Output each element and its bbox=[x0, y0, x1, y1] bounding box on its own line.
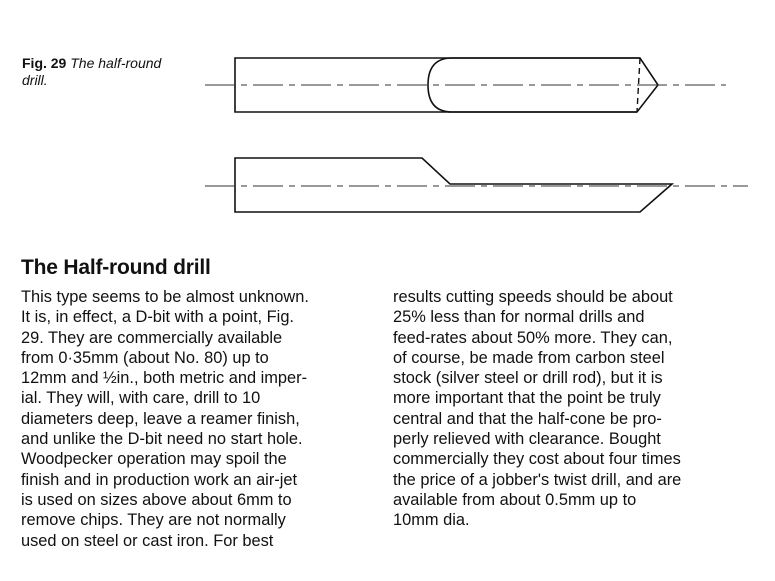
body-line: the price of a jobber's twist drill, and are bbox=[393, 470, 682, 489]
figure-caption-line2: drill. bbox=[22, 72, 48, 88]
body-line: available from about 0.5mm up to bbox=[393, 490, 637, 509]
body-line: diameters deep, leave a reamer finish, bbox=[21, 409, 300, 428]
body-line: from 0·35mm (about No. 80) up to bbox=[21, 348, 269, 367]
body-text-right-column bbox=[393, 287, 749, 531]
body-line: of course, be made from carbon steel bbox=[393, 348, 665, 367]
drill-side-view-outline bbox=[235, 158, 672, 212]
body-line: and unlike the D-bit need no start hole. bbox=[21, 430, 303, 449]
body-line: remove chips. They are not normally bbox=[21, 511, 286, 530]
section-heading: The Half-round drill bbox=[21, 256, 211, 279]
body-line: feed-rates about 50% more. They can, bbox=[393, 328, 673, 347]
body-line: perly relieved with clearance. Bought bbox=[393, 430, 661, 449]
body-line: more important that the point be truly bbox=[393, 389, 661, 408]
body-line: is used on sizes above about 6mm to bbox=[21, 490, 292, 509]
body-line: results cutting speeds should be about bbox=[393, 288, 673, 306]
body-line: This type seems to be almost unknown. bbox=[21, 288, 309, 306]
body-line: 12mm and ½in., both metric and imper- bbox=[21, 369, 308, 388]
figure-number: Fig. 29 bbox=[22, 55, 67, 71]
body-line: It is, in effect, a D-bit with a point, Fig. bbox=[21, 308, 294, 327]
body-line: stock (silver steel or drill rod), but it is bbox=[393, 369, 663, 388]
figure-caption-line1: The half-round bbox=[70, 55, 162, 71]
half-round-drill-illustration bbox=[0, 0, 775, 240]
body-text-left-column bbox=[21, 287, 377, 551]
body-line: 10mm dia. bbox=[393, 511, 470, 530]
body-line: 25% less than for normal drills and bbox=[393, 308, 645, 327]
body-line: commercially they cost about four times bbox=[393, 450, 681, 469]
body-line: used on steel or cast iron. For best bbox=[21, 531, 274, 550]
body-line: Woodpecker operation may spoil the bbox=[21, 450, 287, 469]
body-line: 29. They are commercially available bbox=[21, 328, 283, 347]
body-line: finish and in production work an air-jet bbox=[21, 470, 298, 489]
body-line: ial. They will, with care, drill to 10 bbox=[21, 389, 261, 408]
body-line: central and that the half-cone be pro- bbox=[393, 409, 662, 428]
